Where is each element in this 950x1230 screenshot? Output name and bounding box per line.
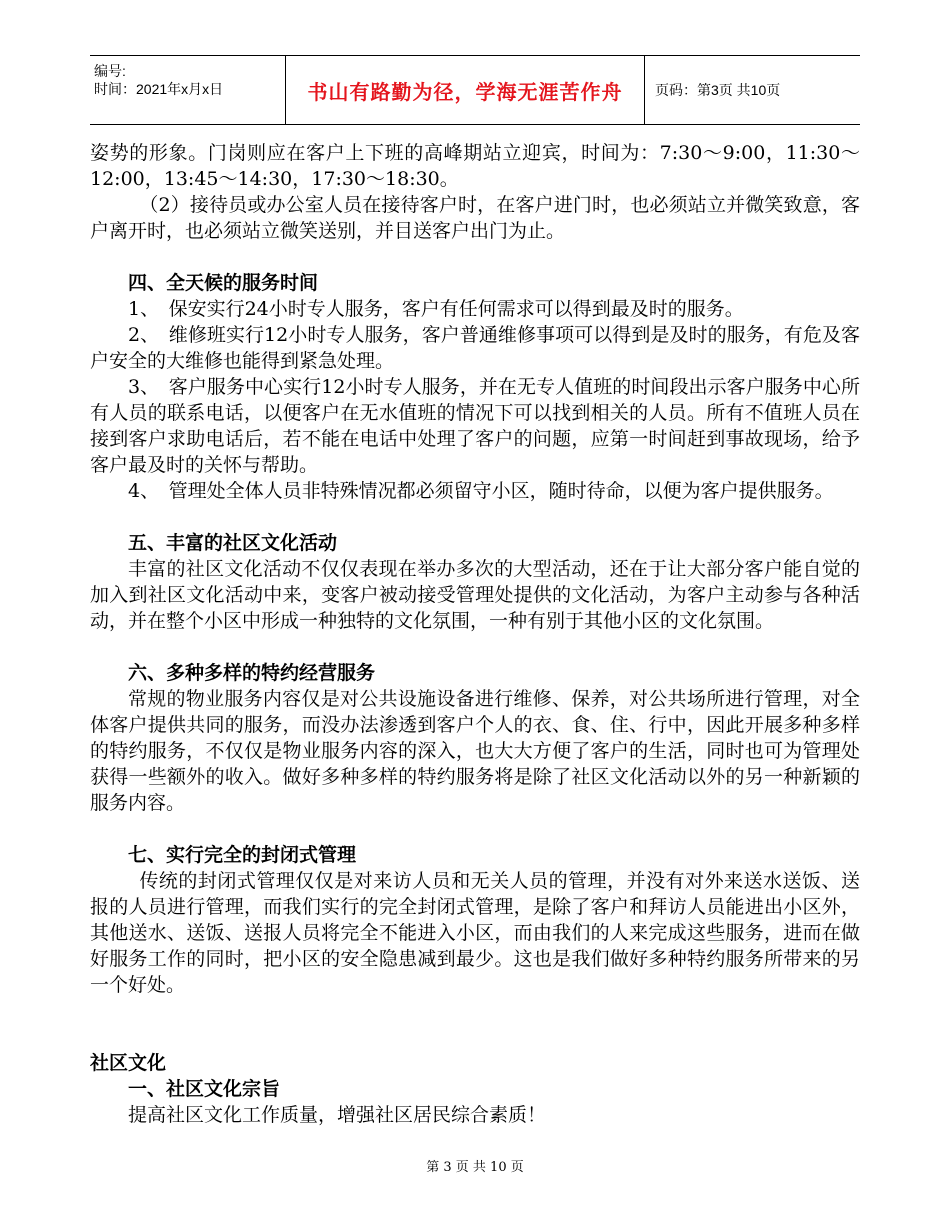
section-5-title: 五、丰富的社区文化活动	[128, 532, 338, 554]
document-number-label: 编号:	[94, 63, 126, 79]
document-body	[90, 140, 860, 1128]
section-4-item-3: 3、 客户服务中心实行12小时专人服务，并在无专人值班的时间段出示客户服务中心所有人员的联系电话，以便客户在无水值班的情况下可以找到相关的人员。所有不值班人员在接到客户求助电话后，若不能在电话中处理了客户的问题，应第一时间赶到事故现场，给予客户最及时的关怀与帮助。	[90, 376, 860, 476]
page-footer: 第 3 页 共 10 页	[426, 1160, 524, 1175]
header-motto-cell	[285, 56, 645, 124]
section-4-title: 四、全天候的服务时间	[128, 272, 319, 294]
paragraph-intro-continued: 姿势的形象。门岗则应在客户上下班的高峰期站立迎宾，时间为：7:30～9:00，11:30～12:00，13:45～14:30，17:30～18:30。	[90, 142, 860, 190]
community-culture-subheading: 一、社区文化宗旨	[128, 1078, 281, 1100]
header-page-number: 页码：第3页 共10页	[655, 82, 781, 98]
section-5-text: 丰富的社区文化活动不仅仅表现在举办多次的大型活动，还在于让大部分客户能自觉的加入到社区文化活动中来，变客户被动接受管理处提供的文化活动，为客户主动参与各种活动，并在整个小区中形成一种独特的文化氛围，一种有别于其他小区的文化氛围。	[90, 558, 860, 632]
header-page-cell	[645, 56, 860, 124]
document-time-label: 时间：2021年x月x日	[94, 81, 224, 97]
section-6-title: 六、多种多样的特约经营服务	[128, 662, 376, 684]
community-culture-text: 提高社区文化工作质量，增强社区居民综合素质！	[128, 1104, 547, 1126]
paragraph-reception: （2）接待员或办公室人员在接待客户时，在客户进门时，也必须站立并微笑致意，客户离开时，也必须站立微笑送别，并目送客户出门为止。	[90, 194, 860, 242]
section-7-title: 七、实行完全的封闭式管理	[128, 844, 357, 866]
section-4-item-1: 1、 保安实行24小时专人服务，客户有任何需求可以得到最及时的服务。	[128, 298, 744, 320]
section-4-item-2: 2、 维修班实行12小时专人服务，客户普通维修事项可以得到是及时的服务，有危及客户安全的大维修也能得到紧急处理。	[90, 324, 860, 372]
section-6-text: 常规的物业服务内容仅是对公共设施设备进行维修、保养，对公共场所进行管理，对全体客户提供共同的服务，而没办法渗透到客户个人的衣、食、住、行中，因此开展多种多样的特约服务，不仅仅是物业服务内容的深入，也大大方便了客户的生活，同时也可为管理处获得一些额外的收入。做好多种多样的特约服务将是除了社区文化活动以外的另一种新颖的服务内容。	[90, 688, 860, 814]
community-culture-heading: 社区文化	[90, 1052, 167, 1074]
page-header	[90, 55, 860, 125]
header-motto: 书山有路勤为径，学海无涯苦作舟	[307, 79, 623, 104]
section-4-item-4: 4、 管理处全体人员非特殊情况都必须留守小区，随时待命，以便为客户提供服务。	[128, 480, 834, 502]
section-7-text: 传统的封闭式管理仅仅是对来访人员和无关人员的管理，并没有对外来送水送饭、送报的人员进行管理，而我们实行的完全封闭式管理，是除了客户和拜访人员能进出小区外，其他送水、送饭、送报人员将完全不能进入小区，而由我们的人来完成这些服务，进而在做好服务工作的同时，把小区的安全隐患减到最少。这也是我们做好多种特约服务所带来的另一个好处。	[90, 870, 860, 996]
header-meta	[90, 56, 285, 124]
